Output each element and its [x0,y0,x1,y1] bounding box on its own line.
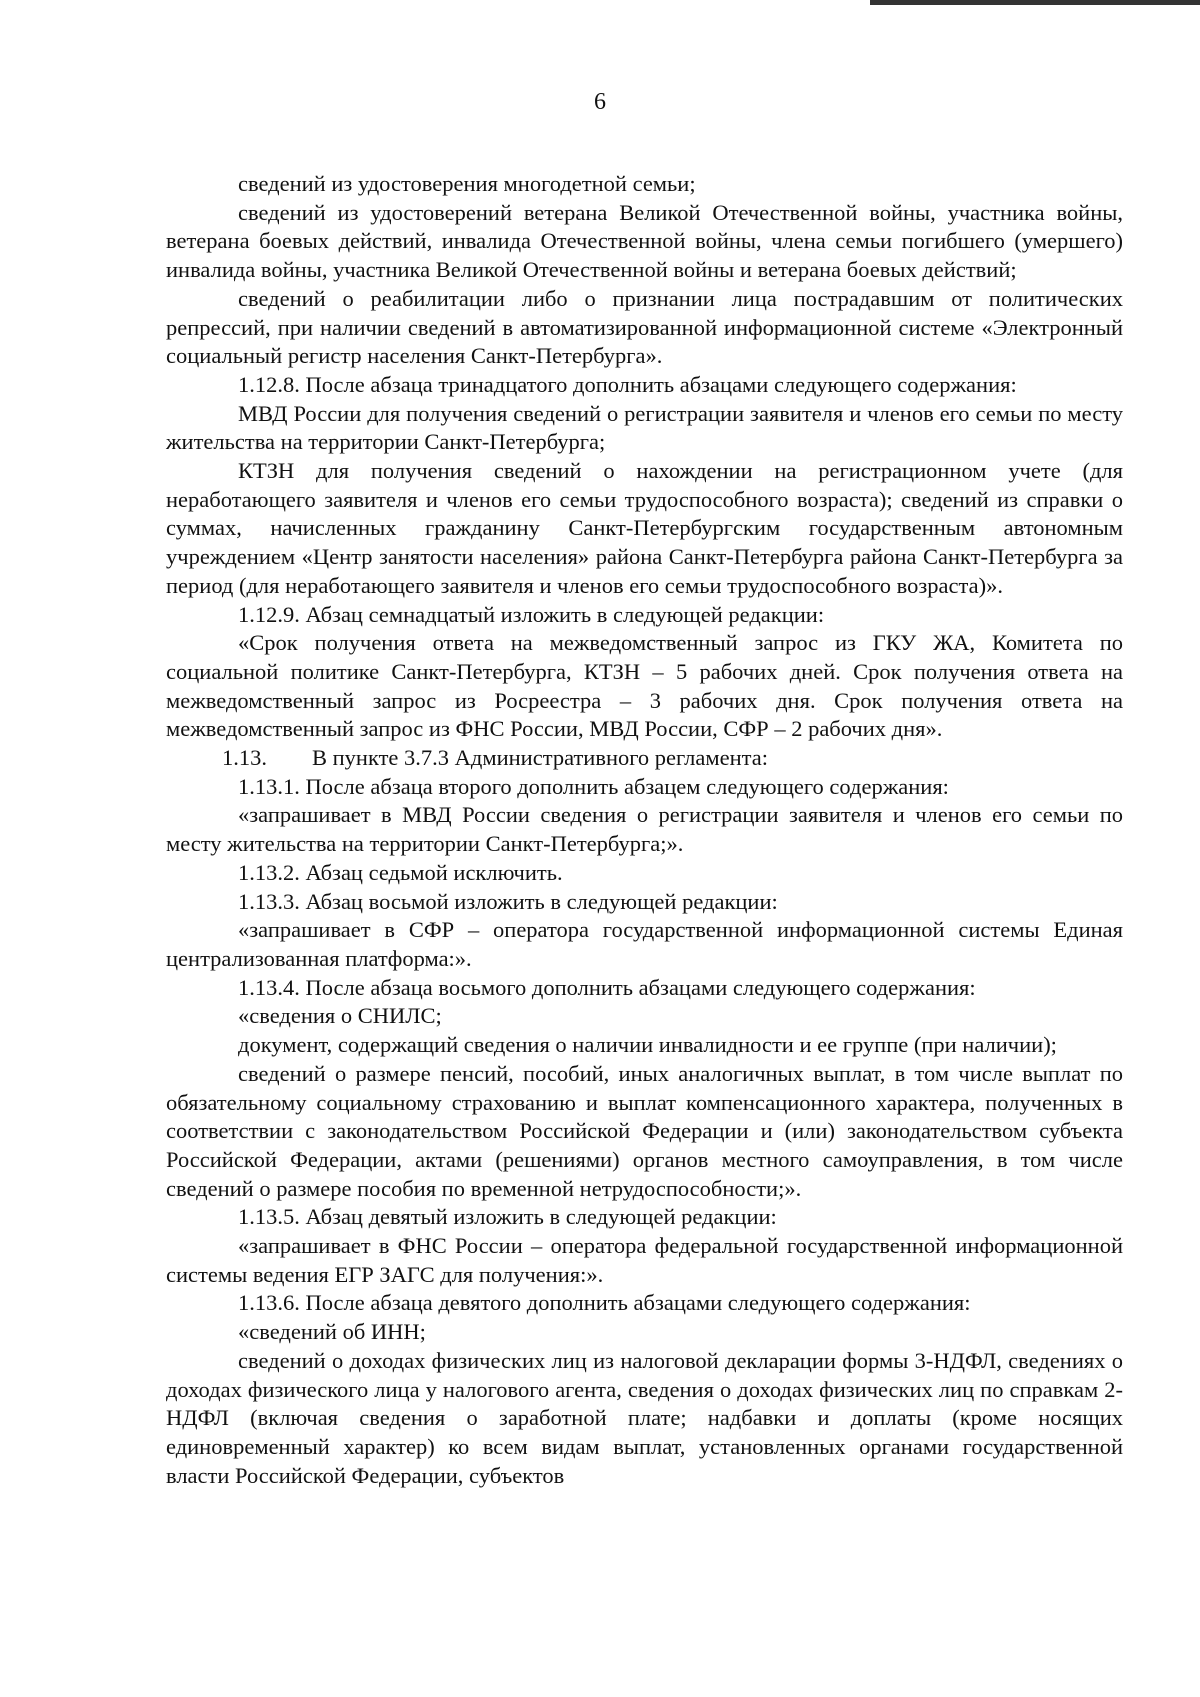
section-heading: 1.13.6. После абзаца девятого дополнить абзацами следующего содержания: [238,1290,971,1316]
page-number: 6 [594,89,606,115]
paragraph: «запрашивает в МВД России сведения о регистрации заявителя и членов его семьи по месту жительства на территории Санкт-Петербурга;». [166,802,1123,857]
section-title: В пункте 3.7.3 Административного регламента: [312,745,768,771]
paragraph: МВД России для получения сведений о регистрации заявителя и членов его семьи по месту жительства на территории Санкт-Петербурга; [166,400,1123,455]
section-heading: 1.13.4. После абзаца восьмого дополнить абзацами следующего содержания: [238,974,976,1000]
paragraph: «Срок получения ответа на межведомственный запрос из ГКУ ЖА, Комитета по социальной политике Санкт-Петербурга, КТЗН – 5 рабочих дней. Срок получения ответа на межведомственный запрос из Росреестра – 3 рабочих дня. Срок получения ответа на межведомственный запрос из ФНС России, МВД России, СФР – 2 рабочих дня». [166,630,1123,742]
paragraph: сведений о размере пенсий, пособий, иных аналогичных выплат, в том числе выплат по обязательному социальному страхованию и выплат компенсационного характера, полученных в соответствии с законодательством Российской Федерации и (или) законодательством субъекта Российской Федерации, актами (решениями) органов местного самоуправления, в том числе сведений о размере пособия по временной нетрудоспособности;». [166,1060,1123,1201]
section-heading: 1.12.8. После абзаца тринадцатого дополнить абзацами следующего содержания: [238,371,1017,397]
paragraph: «сведений об ИНН; [238,1319,426,1345]
section-number: 1.13. [222,745,267,771]
section-heading: 1.12.9. Абзац семнадцатый изложить в следующей редакции: [238,601,825,627]
paragraph: документ, содержащий сведения о наличии инвалидности и ее группе (при наличии); [238,1032,1057,1058]
section-heading: 1.13.5. Абзац девятый изложить в следующей редакции: [238,1204,777,1230]
paragraph: «запрашивает в СФР – оператора государственной информационной системы Единая централизованная платформа:». [166,917,1123,971]
paragraph: КТЗН для получения сведений о нахождении на регистрационном учете (для неработающего заявителя и членов его семьи трудоспособного возраста); сведений из справки о суммах, начисленных гражданину Санкт-Петербургским государственным автономным учреждением «Центр занятости населения» района Санкт-Петербурга района Санкт-Петербурга за период (для неработающего заявителя и членов его семьи трудоспособного возраста)». [166,458,1123,598]
document-body [166,170,1123,1490]
paragraph: сведений из удостоверений ветерана Великой Отечественной войны, участника войны, ветерана боевых действий, инвалида Отечественной войны, члена семьи погибшего (умершего) инвалида войны, участника Великой Отечественной войны и ветерана боевых действий; [166,199,1123,283]
section-heading: 1.13.3. Абзац восьмой изложить в следующей редакции: [238,888,778,914]
paragraph: «запрашивает в ФНС России – оператора федеральной государственной информационной системы ведения ЕГР ЗАГС для получения:». [166,1233,1123,1287]
section-heading: 1.13.1. После абзаца второго дополнить абзацем следующего содержания: [238,773,949,799]
paragraph: сведений из удостоверения многодетной семьи; [238,171,696,196]
paragraph: «сведения о СНИЛС; [238,1003,442,1029]
section-heading [166,744,1123,773]
top-edge-line [870,0,1200,5]
paragraph: сведений о доходах физических лиц из налоговой декларации формы 3-НДФЛ, сведениях о доходах физического лица у налогового агента, сведения о доходах физических лиц по справкам 2-НДФЛ (включая сведения о заработной плате; надбавки и доплаты (кроме носящих единовременный характер) ко всем видам выплат, установленных органами государственной власти Российской Федерации, субъектов [166,1347,1123,1488]
paragraph: сведений о реабилитации либо о признании лица пострадавшим от политических репрессий, при наличии сведений в автоматизированной информационной системе «Электронный социальный регистр населения Санкт-Петербурга». [166,285,1123,369]
section-heading: 1.13.2. Абзац седьмой исключить. [238,859,563,885]
